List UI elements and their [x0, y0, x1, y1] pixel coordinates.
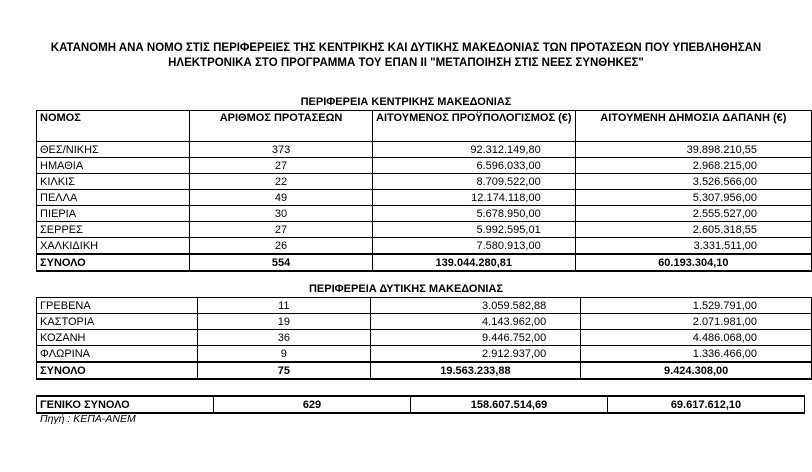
cell-public-expenditure: 3.526.566,00 — [575, 174, 811, 190]
cell-budget: 92.312.149,80 — [372, 142, 575, 158]
table-row — [37, 158, 812, 174]
cell-proposals: 30 — [190, 206, 373, 222]
table-row — [37, 142, 812, 158]
cell-prefecture: ΣΕΡΡΕΣ — [37, 222, 190, 238]
cell-prefecture: ΘΕΣ/ΝΙΚΗΣ — [37, 142, 190, 158]
header-public-expenditure: ΑΙΤΟΥΜΕΝΗ ΔΗΜΟΣΙΑ ΔΑΠΑΝΗ (€) — [575, 111, 811, 142]
table-row — [37, 222, 812, 238]
cell-public-expenditure: 5.307.956,00 — [575, 190, 811, 206]
cell-proposals: 26 — [190, 238, 373, 255]
total-proposals: 554 — [190, 254, 373, 271]
cell-budget: 3.059.582,88 — [370, 298, 581, 314]
cell-budget: 2.912.937,00 — [370, 346, 581, 363]
header-prefecture: ΝΟΜΟΣ — [37, 111, 190, 142]
grand-total-row — [37, 396, 805, 413]
cell-proposals: 9 — [198, 346, 371, 363]
total-public-expenditure: 60.193.304,10 — [575, 254, 811, 271]
grand-total-table — [36, 395, 805, 414]
total-public-expenditure: 9.424.308,00 — [581, 362, 812, 379]
grand-total-proposals: 629 — [214, 396, 411, 413]
header-proposals: ΑΡΙΘΜΟΣ ΠΡΟΤΑΣΕΩΝ — [190, 111, 373, 142]
document-title-line-2: ΗΛΕΚΤΡΟΝΙΚΑ ΣΤΟ ΠΡΟΓΡΑΜΜΑ ΤΟΥ ΕΠΑΝ ΙΙ "ΜΕΤΑΠΟΙΗΣΗ ΣΤΙΣ ΝΕΕΣ ΣΥΝΘΗΚΕΣ" — [168, 57, 644, 69]
header-budget: ΑΙΤΟΥΜΕΝΟΣ ΠΡΟΫΠΟΛΟΓΙΣΜΟΣ (€) — [372, 111, 575, 142]
cell-proposals: 22 — [190, 174, 373, 190]
cell-prefecture: ΠΙΕΡΙΑ — [37, 206, 190, 222]
grand-total-budget: 158.607.514,69 — [411, 396, 608, 413]
western-total-row — [37, 362, 812, 379]
source-note: Πηγή : ΚΕΠΑ-ΑΝΕΜ — [40, 413, 136, 425]
central-macedonia-table — [36, 110, 812, 272]
cell-prefecture: ΚΑΣΤΟΡΙΑ — [37, 314, 198, 330]
document-title-line-1: ΚΑΤΑΝΟΜΗ ΑΝΑ ΝΟΜΟ ΣΤΙΣ ΠΕΡΙΦΕΡΕΙΕΣ ΤΗΣ ΚΕΝΤΡΙΚΗΣ ΚΑΙ ΔΥΤΙΚΗΣ ΜΑΚΕΔΟΝΙΑΣ ΤΩΝ ΠΡΟΤΑΣΕΩΝ ΠΟΥ ΥΠΕΒΛΗΘΗΣΑΝ — [50, 42, 762, 54]
cell-prefecture: ΓΡΕΒΕΝΑ — [37, 298, 198, 314]
total-label: ΣΥΝΟΛΟ — [37, 254, 190, 271]
central-region-title: ΠΕΡΙΦΕΡΕΙΑ ΚΕΝΤΡΙΚΗΣ ΜΑΚΕΔΟΝΙΑΣ — [300, 96, 512, 108]
table-row — [37, 238, 812, 255]
cell-prefecture: ΗΜΑΘΙΑ — [37, 158, 190, 174]
cell-budget: 9.446.752,00 — [370, 330, 581, 346]
cell-proposals: 49 — [190, 190, 373, 206]
cell-public-expenditure: 4.486.068,00 — [581, 330, 812, 346]
cell-proposals: 27 — [190, 158, 373, 174]
table-row — [37, 206, 812, 222]
table-row — [37, 330, 812, 346]
cell-public-expenditure: 2.071.981,00 — [581, 314, 812, 330]
total-budget: 19.563.233,88 — [370, 362, 581, 379]
cell-budget: 6.596.033,00 — [372, 158, 575, 174]
table-header-row — [37, 111, 812, 142]
cell-public-expenditure: 3.331.511,00 — [575, 238, 811, 255]
cell-prefecture: ΧΑΛΚΙΔΙΚΗ — [37, 238, 190, 255]
total-label: ΣΥΝΟΛΟ — [37, 362, 198, 379]
central-total-row — [37, 254, 812, 271]
cell-proposals: 373 — [190, 142, 373, 158]
cell-budget: 4.143.962,00 — [370, 314, 581, 330]
table-row — [37, 174, 812, 190]
cell-public-expenditure: 1.336.466,00 — [581, 346, 812, 363]
cell-public-expenditure: 1.529.791,00 — [581, 298, 812, 314]
cell-budget: 8.709.522,00 — [372, 174, 575, 190]
western-region-title: ΠΕΡΙΦΕΡΕΙΑ ΔΥΤΙΚΗΣ ΜΑΚΕΔΟΝΙΑΣ — [308, 283, 504, 295]
cell-proposals: 27 — [190, 222, 373, 238]
total-budget: 139.044.280,81 — [372, 254, 575, 271]
cell-budget: 12.174.118,00 — [372, 190, 575, 206]
cell-public-expenditure: 39.898.210,55 — [575, 142, 811, 158]
total-proposals: 75 — [198, 362, 371, 379]
grand-total-label: ΓΕΝΙΚΟ ΣΥΝΟΛΟ — [37, 396, 214, 413]
table-row — [37, 190, 812, 206]
cell-prefecture: ΠΕΛΛΑ — [37, 190, 190, 206]
western-macedonia-table — [36, 297, 812, 380]
cell-prefecture: ΚΙΛΚΙΣ — [37, 174, 190, 190]
cell-proposals: 11 — [198, 298, 371, 314]
cell-budget: 5.678.950,00 — [372, 206, 575, 222]
cell-budget: 5.992.595,01 — [372, 222, 575, 238]
cell-public-expenditure: 2.968.215,00 — [575, 158, 811, 174]
cell-prefecture: ΦΛΩΡΙΝΑ — [37, 346, 198, 363]
cell-prefecture: ΚΟΖΑΝΗ — [37, 330, 198, 346]
cell-public-expenditure: 2.605.318,55 — [575, 222, 811, 238]
table-row — [37, 346, 812, 363]
cell-budget: 7.580.913,00 — [372, 238, 575, 255]
cell-public-expenditure: 2.555.527,00 — [575, 206, 811, 222]
table-row — [37, 298, 812, 314]
table-row — [37, 314, 812, 330]
cell-proposals: 19 — [198, 314, 371, 330]
grand-total-public-expenditure: 69.617.612,10 — [608, 396, 805, 413]
cell-proposals: 36 — [198, 330, 371, 346]
